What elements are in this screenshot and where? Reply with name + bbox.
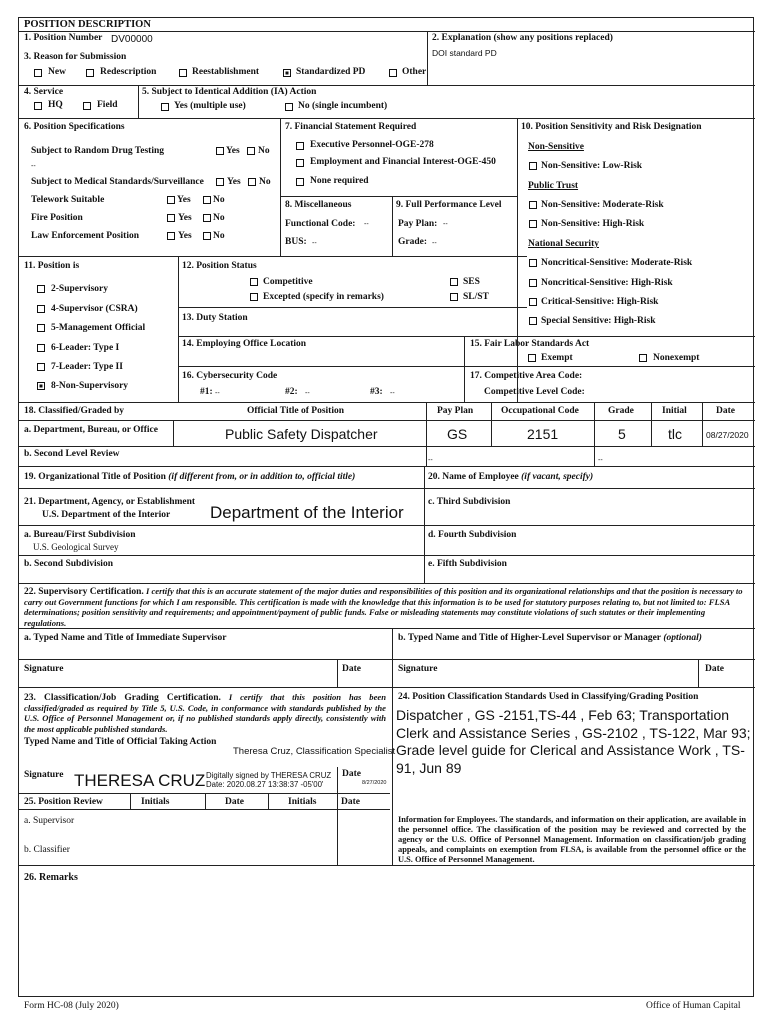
financial-none-label: None required	[310, 176, 369, 186]
manager-date-label: Date	[705, 664, 724, 674]
fire-no-checkbox[interactable]	[203, 214, 211, 222]
cyber-2-value[interactable]: --	[305, 390, 310, 397]
drug-no-label: No	[258, 146, 270, 156]
payplan-value[interactable]: GS	[447, 426, 468, 442]
status-label: 12. Position Status	[182, 261, 257, 271]
second-subdivision-label: b. Second Subdivision	[24, 559, 113, 569]
ns-moderate-label: Non-Sensitive: Moderate-Risk	[541, 200, 664, 210]
medical-yes-checkbox[interactable]	[216, 178, 224, 186]
row-a-label: a. Department, Bureau, or Office	[24, 425, 158, 435]
functional-code-value[interactable]: --	[364, 221, 369, 228]
functional-code-label: Functional Code:	[285, 219, 356, 229]
identical-yes-label: Yes (multiple use)	[174, 101, 246, 111]
ns-moderate-checkbox[interactable]	[529, 201, 537, 209]
cyber-1-label: #1:	[200, 387, 213, 397]
medical-no-label: No	[259, 177, 271, 187]
supervisory-checkbox[interactable]	[37, 285, 45, 293]
supervisor-csra-checkbox[interactable]	[37, 305, 45, 313]
fire-label: Fire Position	[31, 213, 83, 223]
misc-label: 8. Miscellaneous	[285, 200, 352, 210]
competitive-label: Competitive	[263, 277, 313, 287]
identical-no-label: No (single incumbent)	[298, 101, 388, 111]
reason-other-label: Other	[402, 67, 427, 77]
cyber-2-label: #2:	[285, 387, 298, 397]
supervisory-label: 2-Supervisory	[51, 284, 108, 294]
flsa-nonexempt-label: Nonexempt	[653, 353, 700, 363]
financial-oge278-checkbox[interactable]	[296, 142, 304, 150]
slst-checkbox[interactable]	[450, 293, 458, 301]
management-official-checkbox[interactable]	[37, 324, 45, 332]
classifier-signature-label: Signature	[24, 770, 64, 780]
reason-redescription-checkbox[interactable]	[86, 69, 94, 77]
fire-no-label: No	[213, 213, 225, 223]
specs-label: 6. Position Specifications	[24, 122, 125, 132]
department-value-large[interactable]: Department of the Interior	[210, 503, 404, 522]
fpl-payplan-label: Pay Plan:	[398, 219, 438, 229]
bus-value[interactable]: --	[312, 240, 317, 247]
special-high-checkbox[interactable]	[529, 317, 537, 325]
leader-type2-label: 7-Leader: Type II	[51, 362, 123, 372]
flsa-exempt-label: Exempt	[541, 353, 573, 363]
ns-high-checkbox[interactable]	[529, 220, 537, 228]
date-value[interactable]: 08/27/2020	[706, 430, 749, 440]
classifier-date-label: Date	[342, 769, 361, 779]
col-grade-header: Grade	[608, 406, 634, 416]
reason-redescription-label: Redescription	[100, 67, 157, 77]
immediate-supervisor-label: a. Typed Name and Title of Immediate Supervisor	[24, 633, 227, 643]
medical-label: Subject to Medical Standards/Surveillance	[31, 177, 204, 187]
non-supervisory-label: 8-Non-Supervisory	[51, 381, 129, 391]
org-title-note: (if different from, or in addition to, official title)	[168, 472, 356, 482]
telework-no-checkbox[interactable]	[203, 196, 211, 204]
classification-certification	[24, 692, 386, 734]
supervisor-signature-label: Signature	[24, 664, 64, 674]
initial-value[interactable]: tlc	[668, 426, 682, 442]
nc-moderate-checkbox[interactable]	[529, 259, 537, 267]
financial-oge278-label: Executive Personnel-OGE-278	[310, 140, 434, 150]
fourth-subdivision-label: d. Fourth Subdivision	[428, 530, 517, 540]
flsa-label: 15. Fair Labor Standards Act	[470, 339, 590, 349]
classifier-signature-name[interactable]: THERESA CRUZ	[74, 771, 206, 790]
identical-no-checkbox[interactable]	[285, 103, 293, 111]
col-payplan-header: Pay Plan	[437, 406, 474, 416]
review-initials-header-2: Initials	[288, 797, 317, 807]
official-title-value[interactable]: Public Safety Dispatcher	[225, 426, 378, 442]
service-field-label: Field	[97, 100, 118, 110]
review-supervisor-label: a. Supervisor	[24, 816, 75, 826]
supervisor-csra-label: 4-Supervisor (CSRA)	[51, 304, 138, 314]
bureau-label: a. Bureau/First Subdivision	[24, 530, 136, 540]
identical-yes-checkbox[interactable]	[161, 103, 169, 111]
review-label: 25. Position Review	[24, 797, 103, 807]
office-name: Office of Human Capital	[646, 1001, 741, 1011]
ses-checkbox[interactable]	[450, 278, 458, 286]
cyber-1-value[interactable]: --	[215, 390, 220, 397]
identical-label: 5. Subject to Identical Addition (IA) Action	[142, 87, 317, 97]
higher-supervisor-field	[398, 633, 702, 644]
org-title-label: 19. Organizational Title of Position	[24, 472, 166, 482]
digital-signature-date: Date: 2020.08.27 13:38:37 -05'00'	[206, 780, 324, 789]
higher-supervisor-note: (optional)	[663, 633, 702, 643]
drug-yes-label: Yes	[226, 146, 240, 156]
medical-no-checkbox[interactable]	[248, 178, 256, 186]
critical-high-label: Critical-Sensitive: High-Risk	[541, 297, 659, 307]
telework-label: Telework Suitable	[31, 195, 105, 205]
review-initials-header-1: Initials	[141, 797, 170, 807]
financial-oge450-checkbox[interactable]	[296, 159, 304, 167]
classifier-date-value[interactable]: 8/27/2020	[362, 780, 387, 786]
financial-label: 7. Financial Statement Required	[285, 122, 417, 132]
office-location-label: 14. Employing Office Location	[182, 339, 307, 349]
classified-label: 18. Classified/Graded by	[24, 406, 125, 416]
drug-note: --	[31, 163, 36, 170]
col-date-header: Date	[716, 406, 735, 416]
fire-yes-checkbox[interactable]	[167, 214, 175, 222]
law-no-label: No	[213, 231, 225, 241]
fpl-payplan-value[interactable]: --	[443, 221, 448, 228]
financial-oge450-label: Employment and Financial Interest-OGE-450	[310, 157, 496, 167]
explanation-value[interactable]: DOI standard PD	[432, 48, 497, 58]
non-supervisory-checkbox[interactable]	[37, 382, 45, 390]
form-title: POSITION DESCRIPTION	[24, 19, 151, 30]
digital-signature-line: Digitally signed by THERESA CRUZ	[206, 771, 332, 780]
ns-high-label: Non-Sensitive: High-Risk	[541, 219, 645, 229]
department-value-small: U.S. Department of the Interior	[42, 510, 171, 520]
review-classifier-label: b. Classifier	[24, 845, 70, 855]
employee-note: (if vacant, specify)	[521, 472, 594, 482]
law-yes-label: Yes	[178, 231, 192, 241]
department-label: 21. Department, Agency, or Establishment	[24, 497, 196, 507]
form-number: Form HC-08 (July 2020)	[24, 1001, 119, 1011]
occupational-code-value[interactable]: 2151	[527, 426, 559, 442]
review-date-header-2: Date	[341, 797, 360, 807]
employee-label: 20. Name of Employee	[428, 472, 519, 482]
law-enforcement-label: Law Enforcement Position	[31, 231, 140, 241]
review-date-header-1: Date	[225, 797, 244, 807]
non-sensitive-heading: Non-Sensitive	[528, 142, 584, 152]
org-title-field	[24, 472, 355, 483]
cyber-3-label: #3:	[370, 387, 383, 397]
competitive-level-label: Competitive Level Code:	[484, 387, 585, 397]
remarks-label: 26. Remarks	[24, 872, 78, 883]
col-initial-header: Initial	[662, 406, 687, 416]
drug-testing-label: Subject to Random Drug Testing	[31, 146, 165, 156]
service-field-checkbox[interactable]	[83, 102, 91, 110]
duty-station-label: 13. Duty Station	[182, 313, 248, 323]
competitive-area-label: 17. Competitive Area Code:	[470, 371, 583, 381]
critical-high-checkbox[interactable]	[529, 298, 537, 306]
row-b-label: b. Second Level Review	[24, 449, 120, 459]
law-no-checkbox[interactable]	[203, 232, 211, 240]
national-security-heading: National Security	[528, 239, 599, 249]
medical-yes-label: Yes	[227, 177, 241, 187]
position-number-value[interactable]: DV00000	[111, 34, 153, 45]
competitive-checkbox[interactable]	[250, 278, 258, 286]
nc-high-label: Noncritical-Sensitive: High-Risk	[541, 278, 673, 288]
typed-name-value[interactable]: Theresa Cruz, Classification Specialist	[233, 746, 396, 757]
row-b-payplan[interactable]: --	[428, 457, 433, 464]
employee-field	[428, 472, 593, 483]
telework-yes-label: Yes	[177, 195, 191, 205]
reason-reestablishment-checkbox[interactable]	[179, 69, 187, 77]
excepted-checkbox[interactable]	[250, 293, 258, 301]
bureau-value[interactable]: U.S. Geological Survey	[33, 542, 119, 552]
position-number-label: 1. Position Number	[24, 33, 103, 43]
law-yes-checkbox[interactable]	[167, 232, 175, 240]
third-subdivision-label: c. Third Subdivision	[428, 497, 511, 507]
financial-none-checkbox[interactable]	[296, 178, 304, 186]
nc-high-checkbox[interactable]	[529, 279, 537, 287]
explanation-label: 2. Explanation (show any positions replaced)	[432, 33, 613, 43]
cyber-3-value[interactable]: --	[390, 390, 395, 397]
fifth-subdivision-label: e. Fifth Subdivision	[428, 559, 507, 569]
leader-type1-label: 6-Leader: Type I	[51, 343, 120, 353]
telework-no-label: No	[213, 195, 225, 205]
reason-label: 3. Reason for Submission	[24, 52, 127, 62]
fpl-label: 9. Full Performance Level	[396, 200, 502, 210]
ns-low-label: Non-Sensitive: Low-Risk	[541, 161, 643, 171]
standards-value[interactable]: Dispatcher , GS -2151,TS-44 , Feb 63; Transportation Clerk and Assistance Series , GS-2102 , TS-122, Mar 93; Grade level guide for Clerical and Assistance Work , TS-91, Jun 89	[396, 707, 751, 776]
col-occ-header: Occupational Code	[501, 406, 579, 416]
employee-information: Information for Employees. The standards, and information on their application, are available in the personnel office. The classification of the position may be reviewed and corrected by the agency or the U.S. Office of Personnel Management. Information on classification/job grading appeals, and complaints on exemption from FLSA, is available from the personnel office or the U.S. Office of Personnel Management.	[398, 815, 746, 864]
leader-type2-checkbox[interactable]	[37, 363, 45, 371]
supervisory-cert-text: I certify that this is an accurate statement of the major duties and responsibilities of this position and its organizational relationships and that the position is necessary to carry out Government functions for which I am responsible. This certification is made with the knowledge that this information is to be used for statutory purposes relating to, but not limited to: FLSA determinations; position sensitivity and requirements; and appointment/payment of public funds. False or misleading statements may constitute violations of such statutes or their implementing regulations.	[24, 586, 743, 628]
classification-cert-label: 23. Classification/Job Grading Certification.	[24, 693, 221, 703]
drug-yes-checkbox[interactable]	[216, 147, 224, 155]
standards-label: 24. Position Classification Standards Used in Classifying/Grading Position	[398, 692, 699, 702]
reason-reestablishment-label: Reestablishment	[192, 67, 260, 77]
row-b-grade[interactable]: --	[598, 457, 603, 464]
special-high-label: Special Sensitive: High-Risk	[541, 316, 656, 326]
drug-no-checkbox[interactable]	[247, 147, 255, 155]
flsa-nonexempt-checkbox[interactable]	[639, 354, 647, 362]
leader-type1-checkbox[interactable]	[37, 344, 45, 352]
classification-cert-text: I certify that this position has been classified/graded as required by Title 5, U.S. Code, in conformance with standards published by the U.S. Office of Personnel Management or, if no published standards apply directly, consistently with the most applicable published standards.	[24, 692, 386, 734]
reason-new-label: New	[48, 67, 66, 77]
bus-label: BUS:	[285, 237, 307, 247]
higher-supervisor-label: b. Typed Name and Title of Higher-Level Supervisor or Manager	[398, 633, 662, 643]
manager-signature-label: Signature	[398, 664, 438, 674]
reason-other-checkbox[interactable]	[389, 69, 397, 77]
management-official-label: 5-Management Official	[51, 323, 146, 333]
reason-standardized-checkbox[interactable]	[283, 69, 291, 77]
service-label: 4. Service	[24, 87, 64, 97]
fpl-grade-value[interactable]: --	[432, 240, 437, 247]
ns-low-checkbox[interactable]	[529, 162, 537, 170]
sensitivity-label: 10. Position Sensitivity and Risk Designation	[521, 122, 702, 132]
col-title-header: Official Title of Position	[247, 406, 345, 416]
flsa-exempt-checkbox[interactable]	[528, 354, 536, 362]
public-trust-heading: Public Trust	[528, 181, 579, 191]
telework-yes-checkbox[interactable]	[167, 196, 175, 204]
fpl-grade-label: Grade:	[398, 237, 428, 247]
slst-label: SL/ST	[463, 292, 489, 302]
nc-moderate-label: Noncritical-Sensitive: Moderate-Risk	[541, 258, 693, 268]
cyber-label: 16. Cybersecurity Code	[182, 371, 278, 381]
service-hq-label: HQ	[48, 100, 63, 110]
supervisor-date-label: Date	[342, 664, 361, 674]
reason-standardized-label: Standardized PD	[296, 67, 366, 77]
fire-yes-label: Yes	[178, 213, 192, 223]
reason-new-checkbox[interactable]	[34, 69, 42, 77]
typed-name-label: Typed Name and Title of Official Taking Action	[24, 737, 217, 747]
supervisory-certification	[24, 586, 746, 628]
grade-value[interactable]: 5	[618, 426, 626, 442]
supervisory-cert-label: 22. Supervisory Certification.	[24, 587, 144, 597]
position-is-label: 11. Position is	[24, 261, 80, 271]
ses-label: SES	[463, 277, 480, 287]
excepted-label: Excepted (specify in remarks)	[263, 292, 384, 302]
service-hq-checkbox[interactable]	[34, 102, 42, 110]
